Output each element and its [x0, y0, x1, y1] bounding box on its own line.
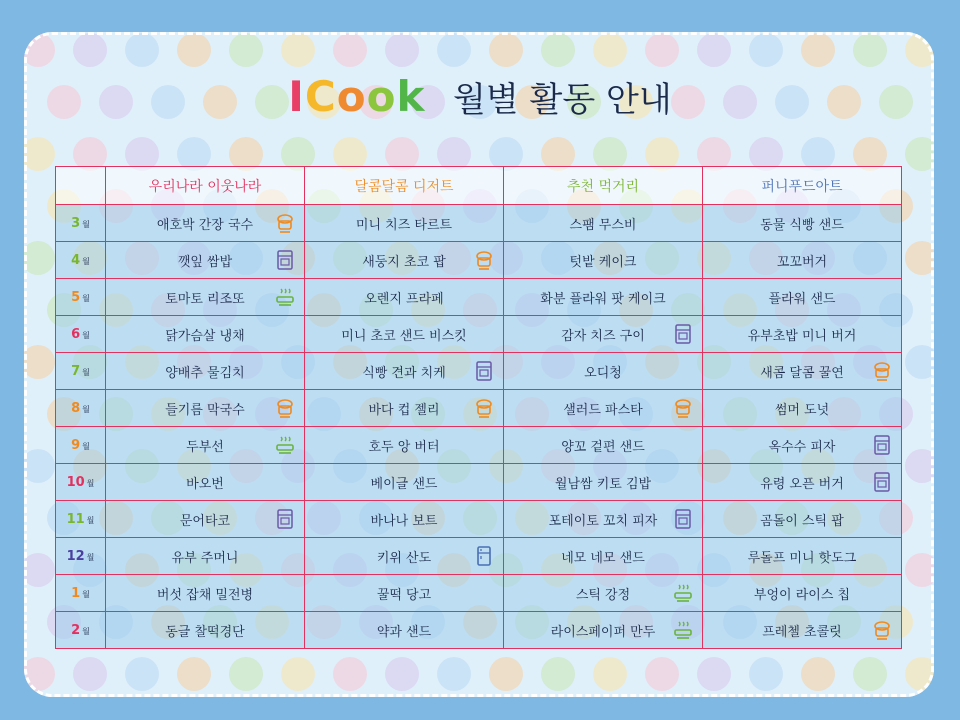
table-row	[56, 612, 902, 649]
activity-label: 오디청	[584, 365, 622, 381]
activity-label: 스틱 강정	[575, 587, 631, 603]
activity-label: 유령 오픈 버거	[760, 476, 844, 492]
brand-letter: I	[288, 72, 305, 121]
table-row	[56, 353, 902, 390]
activity-label: 옥수수 피자	[768, 439, 836, 455]
month-suffix: 월	[82, 626, 90, 636]
month-cell	[56, 242, 106, 279]
corner-cell	[56, 167, 106, 205]
activity-label: 월남쌈 키토 김밥	[554, 476, 652, 492]
activity-cell	[305, 501, 504, 538]
month-cell	[56, 501, 106, 538]
activity-label: 꿀떡 당고	[376, 587, 432, 603]
activity-cell	[703, 538, 902, 575]
month-cell	[56, 575, 106, 612]
activity-cell	[504, 501, 703, 538]
schedule-table	[55, 166, 902, 649]
activity-label: 버섯 잡채 밀전병	[156, 587, 254, 603]
activity-cell	[703, 501, 902, 538]
month-number: 6	[71, 326, 81, 342]
activity-cell	[305, 612, 504, 649]
background-dot	[541, 657, 575, 691]
background-dot	[177, 33, 211, 67]
activity-label: 새콤 달콤 꿀연	[760, 365, 844, 381]
activity-cell	[504, 316, 703, 353]
activity-cell	[305, 390, 504, 427]
background-dot	[24, 345, 55, 379]
background-dot	[749, 657, 783, 691]
stove-icon	[672, 619, 694, 641]
activity-cell	[703, 612, 902, 649]
activity-cell	[106, 501, 305, 538]
month-suffix: 월	[82, 293, 90, 303]
month-suffix: 월	[82, 404, 90, 414]
activity-cell	[106, 316, 305, 353]
table-row	[56, 538, 902, 575]
activity-cell	[305, 205, 504, 242]
activity-label: 꼬꼬버거	[776, 254, 828, 270]
activity-cell	[504, 205, 703, 242]
activity-cell	[703, 575, 902, 612]
oven-icon	[871, 471, 893, 493]
oven-icon	[871, 434, 893, 456]
activity-label: 키위 산도	[376, 550, 432, 566]
background-dot	[229, 33, 263, 67]
activity-cell	[504, 279, 703, 316]
activity-cell	[305, 427, 504, 464]
month-suffix: 월	[82, 330, 90, 340]
activity-cell	[106, 205, 305, 242]
month-suffix: 월	[86, 478, 95, 488]
activity-cell	[305, 242, 504, 279]
activity-label: 호두 앙 버터	[368, 439, 440, 455]
activity-cell	[106, 612, 305, 649]
category-header: 우리나라 이웃나라	[106, 167, 305, 205]
background-dot	[645, 33, 679, 67]
pot-icon	[274, 397, 296, 419]
month-number: 11	[66, 511, 85, 527]
table-row	[56, 316, 902, 353]
background-dot	[697, 657, 731, 691]
month-cell	[56, 427, 106, 464]
activity-label: 바오번	[186, 476, 224, 492]
activity-cell	[305, 316, 504, 353]
table-row	[56, 575, 902, 612]
activity-cell	[106, 242, 305, 279]
background-dot	[437, 657, 471, 691]
background-dot	[24, 137, 55, 171]
activity-label: 텃밭 케이크	[569, 254, 637, 270]
activity-cell	[106, 538, 305, 575]
background-dot	[385, 33, 419, 67]
background-dot	[645, 657, 679, 691]
activity-label: 양배추 물김치	[165, 365, 245, 381]
brand-letter: C	[304, 72, 337, 121]
activity-cell	[504, 390, 703, 427]
activity-label: 바다 컵 젤리	[368, 402, 440, 418]
table-row	[56, 279, 902, 316]
month-cell	[56, 353, 106, 390]
activity-label: 들기름 막국수	[165, 402, 245, 418]
table-row	[56, 390, 902, 427]
background-dot	[905, 137, 934, 171]
background-dot	[905, 33, 934, 67]
background-dot	[281, 33, 315, 67]
month-cell	[56, 279, 106, 316]
month-number: 3	[71, 215, 81, 231]
month-number: 5	[71, 289, 81, 305]
activity-label: 유부초밥 미니 버거	[747, 328, 857, 344]
activity-cell	[106, 390, 305, 427]
background-dot	[437, 33, 471, 67]
activity-label: 문어타코	[179, 513, 231, 529]
activity-label: 두부선	[186, 439, 224, 455]
background-dot	[24, 553, 55, 587]
activity-label: 포테이토 꼬치 피자	[548, 513, 658, 529]
activity-cell	[703, 316, 902, 353]
table-row	[56, 464, 902, 501]
background-dot	[73, 33, 107, 67]
header-row	[56, 167, 902, 205]
month-suffix: 월	[86, 515, 95, 525]
activity-cell	[504, 353, 703, 390]
month-number: 1	[71, 585, 81, 601]
month-suffix: 월	[82, 441, 90, 451]
background-dot	[24, 33, 55, 67]
background-dot	[125, 657, 159, 691]
activity-cell	[305, 464, 504, 501]
background-dot	[541, 33, 575, 67]
background-dot	[385, 657, 419, 691]
activity-label: 닭가슴살 냉채	[165, 328, 245, 344]
oven-icon	[672, 508, 694, 530]
activity-cell	[106, 427, 305, 464]
activity-cell	[504, 242, 703, 279]
background-dot	[801, 657, 835, 691]
month-suffix: 월	[82, 256, 90, 266]
activity-cell	[703, 353, 902, 390]
brand-letter: o	[366, 72, 397, 121]
activity-cell	[504, 538, 703, 575]
background-dot	[24, 241, 55, 275]
background-dot	[801, 33, 835, 67]
table-row	[56, 501, 902, 538]
activity-cell	[703, 427, 902, 464]
background-dot	[333, 33, 367, 67]
activity-label: 스팸 무스비	[569, 217, 637, 233]
activity-label: 라이스페이퍼 만두	[550, 624, 656, 640]
month-suffix: 월	[82, 367, 90, 377]
activity-label: 네모 네모 샌드	[561, 550, 645, 566]
background-dot	[593, 657, 627, 691]
month-number: 10	[66, 474, 85, 490]
activity-label: 플라워 샌드	[768, 291, 836, 307]
month-number: 4	[71, 252, 81, 268]
background-dot	[177, 657, 211, 691]
activity-cell	[305, 353, 504, 390]
activity-cell	[504, 612, 703, 649]
activity-label: 동물 식빵 샌드	[760, 217, 844, 233]
month-number: 8	[71, 400, 81, 416]
category-header: 달콤달콤 디저트	[305, 167, 504, 205]
pot-icon	[473, 249, 495, 271]
brand-logo	[288, 72, 441, 121]
table-row	[56, 205, 902, 242]
activity-label: 양꼬 겉편 샌드	[561, 439, 645, 455]
category-header: 추천 먹거리	[504, 167, 703, 205]
month-cell	[56, 390, 106, 427]
activity-label: 바나나 보트	[370, 513, 438, 529]
table-row	[56, 427, 902, 464]
activity-label: 동글 찰떡경단	[165, 624, 245, 640]
fridge-icon	[473, 545, 495, 567]
month-number: 9	[71, 437, 81, 453]
activity-label: 새둥지 초코 팝	[362, 254, 446, 270]
activity-cell	[305, 575, 504, 612]
background-dot	[905, 553, 934, 587]
background-dot	[489, 33, 523, 67]
activity-cell	[106, 353, 305, 390]
activity-label: 토마토 리조또	[165, 291, 245, 307]
brand-letter: o	[336, 72, 367, 121]
pot-icon	[672, 397, 694, 419]
activity-label: 감자 치즈 구이	[561, 328, 645, 344]
activity-label: 프레첼 초콜릿	[762, 624, 842, 640]
activity-label: 약과 샌드	[376, 624, 432, 640]
pot-icon	[473, 397, 495, 419]
pot-icon	[871, 619, 893, 641]
stove-icon	[672, 582, 694, 604]
oven-icon	[274, 508, 296, 530]
activity-label: 미니 초코 샌드 비스킷	[341, 328, 467, 344]
month-number: 12	[66, 548, 85, 564]
activity-cell	[106, 279, 305, 316]
month-number: 2	[71, 622, 81, 638]
oven-icon	[473, 360, 495, 382]
stove-icon	[274, 286, 296, 308]
table-row	[56, 242, 902, 279]
month-suffix: 월	[82, 219, 90, 229]
activity-cell	[703, 464, 902, 501]
category-header: 퍼니푸드아트	[703, 167, 902, 205]
background-dot	[24, 657, 55, 691]
oven-icon	[274, 249, 296, 271]
activity-cell	[703, 279, 902, 316]
background-dot	[73, 657, 107, 691]
activity-label: 곰돌이 스틱 팝	[760, 513, 844, 529]
activity-cell	[504, 427, 703, 464]
background-dot	[229, 657, 263, 691]
background-dot	[905, 449, 934, 483]
activity-label: 깻잎 쌈밥	[177, 254, 233, 270]
activity-label: 루돌프 미니 핫도그	[747, 550, 857, 566]
activity-cell	[106, 464, 305, 501]
month-cell	[56, 205, 106, 242]
activity-cell	[504, 464, 703, 501]
stove-icon	[274, 434, 296, 456]
oven-icon	[672, 323, 694, 345]
month-suffix: 월	[82, 589, 90, 599]
activity-cell	[504, 575, 703, 612]
activity-label: 베이글 샌드	[370, 476, 438, 492]
pot-icon	[871, 360, 893, 382]
activity-label: 미니 치즈 타르트	[355, 217, 453, 233]
activity-cell	[703, 205, 902, 242]
month-cell	[56, 464, 106, 501]
background-dot	[125, 33, 159, 67]
page-title	[0, 72, 960, 121]
activity-label: 썸머 도넛	[774, 402, 830, 418]
activity-cell	[305, 279, 504, 316]
month-cell	[56, 538, 106, 575]
month-cell	[56, 612, 106, 649]
activity-cell	[305, 538, 504, 575]
background-dot	[905, 345, 934, 379]
activity-label: 애호박 간장 국수	[156, 217, 254, 233]
month-cell	[56, 316, 106, 353]
month-suffix: 월	[86, 552, 95, 562]
activity-label: 화분 플라워 팟 케이크	[540, 291, 666, 307]
background-dot	[697, 33, 731, 67]
brand-letter: k	[396, 72, 426, 121]
activity-label: 부엉이 라이스 칩	[753, 587, 851, 603]
background-dot	[749, 33, 783, 67]
pot-icon	[274, 212, 296, 234]
activity-label: 식빵 견과 치케	[362, 365, 446, 381]
background-dot	[905, 657, 934, 691]
background-dot	[905, 241, 934, 275]
title-text: 월별 활동 안내	[453, 80, 672, 120]
background-dot	[489, 657, 523, 691]
background-dot	[24, 449, 55, 483]
activity-cell	[703, 242, 902, 279]
background-dot	[853, 33, 887, 67]
activity-cell	[703, 390, 902, 427]
background-dot	[853, 657, 887, 691]
activity-label: 유부 주머니	[171, 550, 239, 566]
activity-label: 샐러드 파스타	[563, 402, 643, 418]
month-number: 7	[71, 363, 81, 379]
activity-cell	[106, 575, 305, 612]
background-dot	[333, 657, 367, 691]
background-dot	[593, 33, 627, 67]
background-dot	[281, 657, 315, 691]
activity-label: 오렌지 프라페	[364, 291, 444, 307]
